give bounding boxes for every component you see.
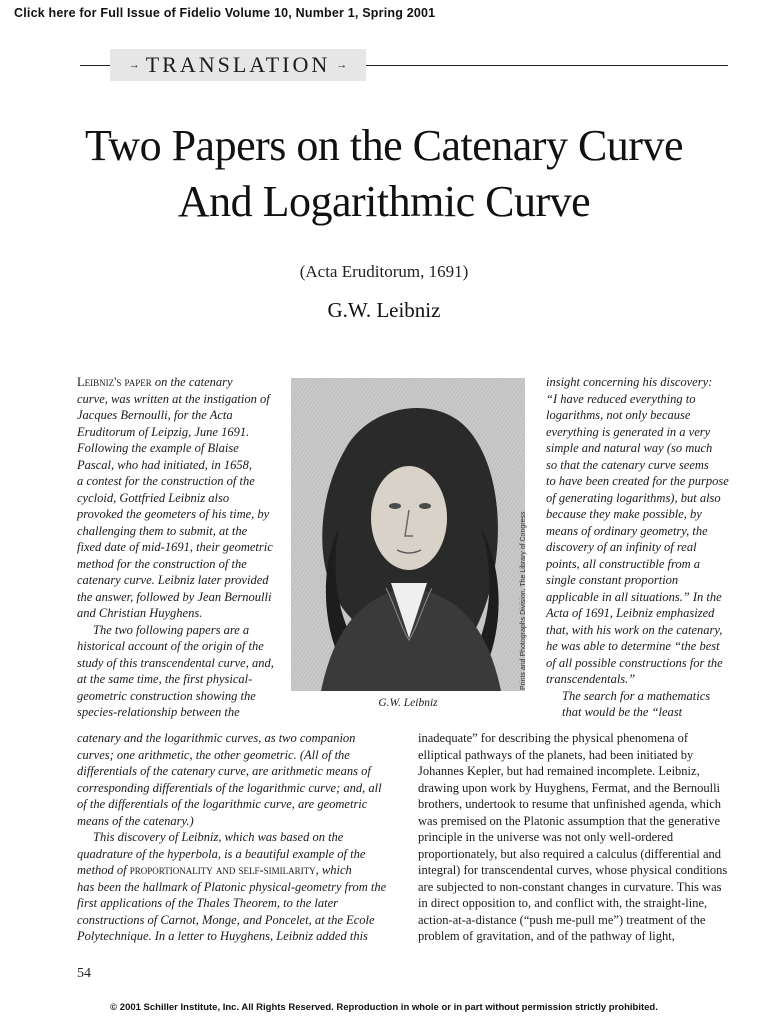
leibniz-portrait — [291, 378, 525, 691]
intro-line: that, with his work on the catenary, — [546, 622, 723, 637]
body-line: in direct opposition to, and conflict with, the straight-line, — [418, 896, 708, 910]
intro-line: everything is generated in a very — [546, 424, 711, 439]
intro-line: applicable in all situations.” In the — [546, 589, 722, 604]
title-line: And Logarithmic Curve — [177, 177, 591, 226]
intro-line: historical account of the origin of the — [77, 639, 264, 653]
section-label: TRANSLATION — [145, 52, 331, 77]
small-caps-and: and — [212, 863, 239, 877]
intro-line: Pascal, who had initiated, in 1658, — [77, 457, 252, 472]
title-line: Two Papers on the Catenary Curve — [85, 121, 683, 170]
intro-line: simple and natural way (so much — [546, 441, 713, 455]
small-caps-term: self-similarity — [238, 863, 316, 877]
body-line: problem of gravitation, and of the pathway of light, — [418, 929, 675, 943]
intro-line: curve, was written at the instigation of — [77, 391, 270, 406]
intro-line: This discovery of Leibniz, which was based on the — [93, 830, 344, 844]
small-caps-term: proportionality — [129, 863, 213, 877]
arrow-right-icon: → — [128, 59, 140, 71]
intro-line: so that the catenary curve seems — [546, 457, 709, 472]
intro-line: species-relationship between the — [77, 705, 240, 719]
intro-line: corresponding differentials of the logarithmic curve; and, all — [77, 780, 382, 795]
intro-line: logarithms, not only because — [546, 408, 691, 422]
article-source: (Acta Eruditorum, 1691) — [299, 262, 469, 281]
body-line: drawing upon work by Huyghens, Fermat, and the Bernoulli — [418, 780, 721, 795]
intro-line: quadrature of the hyperbola, is a beautiful example of the — [77, 846, 366, 861]
intro-line-text: method of — [77, 863, 130, 877]
intro-line: points, all constructible from a — [546, 556, 701, 571]
portrait-engraving — [291, 378, 525, 691]
intro-line: discovery of an infinity of real — [546, 540, 697, 554]
intro-line: of all possible constructions for the — [546, 655, 723, 670]
photo-credit: Prints and Photographs Division, The Library of Congress — [520, 511, 527, 690]
intro-line: “I have reduced everything to — [546, 391, 696, 406]
intro-line: because they make possible, by — [546, 507, 702, 521]
intro-bottom-left-column — [77, 730, 407, 945]
copyright-notice: © 2001 Schiller Institute, Inc. All Rights Reserved. Reproduction in whole or in part without permission strictly prohibited. — [110, 1002, 658, 1013]
article-title — [30, 118, 738, 230]
intro-line: provoked the geometers of his time, by — [77, 507, 270, 521]
body-line: proportionately, but also required a calculus (differential and — [418, 846, 722, 861]
intro-line: transcendentals.” — [546, 672, 636, 686]
intro-line: study of this transcendental curve, and, — [77, 655, 274, 670]
intro-line: constructions of Carnot, Monge, and Poncelet, at the Ecole — [77, 912, 375, 927]
intro-line: Jacques Bernoulli, for the Acta — [77, 408, 233, 422]
intro-line: of generating logarithms), but also — [546, 490, 721, 505]
intro-line: method for the construction of the — [77, 556, 247, 571]
intro-line: fixed date of mid-1691, their geometric — [77, 540, 273, 554]
full-issue-link[interactable]: Click here for Full Issue of Fidelio Volume 10, Number 1, Spring 2001 — [14, 6, 436, 20]
intro-line: and Christian Huyghens. — [77, 606, 203, 620]
intro-lead-caps: Leibniz's paper — [77, 375, 152, 389]
intro-line: insight concerning his discovery: — [546, 375, 713, 389]
page-number: 54 — [77, 966, 91, 981]
intro-line: first applications of the Thales Theorem, to the later — [77, 896, 338, 910]
intro-line: single constant proportion — [546, 573, 679, 587]
section-header — [110, 49, 366, 81]
body-text-column — [418, 730, 736, 945]
section-rule-right — [364, 65, 728, 66]
intro-line: geometric construction showing the — [77, 688, 256, 703]
intro-line — [77, 374, 282, 391]
intro-line: means of the catenary.) — [77, 813, 194, 828]
intro-line: has been the hallmark of Platonic physical-geometry from the — [77, 879, 387, 894]
intro-line: Polytechnique. In a letter to Huyghens, Leibniz added this — [77, 929, 368, 943]
body-line: Johannes Kepler, but had remained incomplete. Leibniz, — [418, 764, 700, 778]
intro-line — [77, 862, 407, 879]
portrait-caption: G.W. Leibniz — [378, 697, 438, 709]
intro-line: at the same time, the first physical- — [77, 672, 253, 686]
body-line: was premised on the Platonic assumption that the generative — [418, 813, 721, 828]
intro-line: the answer, followed by Jean Bernoulli — [77, 589, 272, 604]
article-author: G.W. Leibniz — [327, 298, 441, 322]
body-line: are subjected to non-constant changes in curvature. This was — [418, 879, 722, 894]
intro-line: curves; one arithmetic, the other geometric. (All of the — [77, 747, 350, 762]
intro-line: The two following papers are a — [93, 622, 250, 637]
intro-line: he was able to determine “the best — [546, 639, 720, 653]
intro-line: The search for a mathematics — [562, 688, 711, 703]
intro-line-text: on the catenary — [151, 375, 233, 389]
intro-left-column — [77, 374, 282, 721]
body-line: inadequate” for describing the physical phenomena of — [418, 731, 689, 745]
body-line: action-at-a-distance (“push me-pull me”) treatment of the — [418, 912, 706, 927]
intro-line: catenary curve. Leibniz later provided — [77, 573, 269, 587]
body-line: elliptical pathways of the planets, had been initiated by — [418, 747, 694, 762]
body-line: principle in the universe was not only well-ordered — [418, 830, 674, 844]
intro-line: means of ordinary geometry, the — [546, 523, 708, 538]
intro-line: of the differentials of the logarithmic curve, are geometric — [77, 797, 368, 811]
intro-line: differentials of the catenary curve, are arithmetic means of — [77, 764, 371, 778]
intro-line-text: , which — [315, 863, 352, 877]
body-line: brothers, undertook to resume that unfinished agenda, which — [418, 797, 722, 811]
body-line: integral) for transcendental curves, whose physical conditions — [418, 863, 728, 877]
intro-line: Eruditorum of Leipzig, June 1691. — [77, 424, 250, 439]
intro-line: a contest for the construction of the — [77, 474, 255, 488]
arrow-right-icon: → — [336, 59, 348, 71]
intro-line: to have been created for the purpose — [546, 474, 729, 488]
intro-line: challenging them to submit, at the — [77, 523, 248, 538]
intro-line: Following the example of Blaise — [77, 441, 239, 455]
intro-line: Acta of 1691, Leibniz emphasized — [546, 606, 715, 620]
intro-line: cycloid, Gottfried Leibniz also — [77, 490, 230, 505]
intro-line: catenary and the logarithmic curves, as two companion — [77, 731, 356, 745]
intro-right-column — [546, 374, 736, 721]
intro-line: that would be the “least — [562, 705, 683, 719]
